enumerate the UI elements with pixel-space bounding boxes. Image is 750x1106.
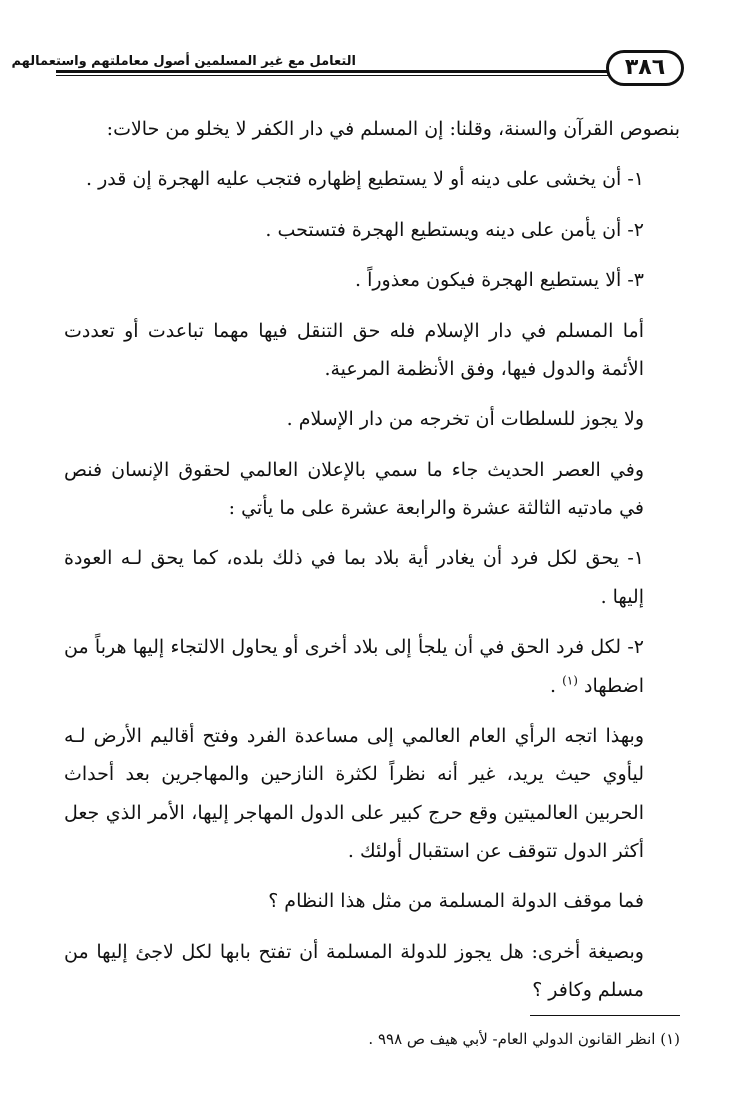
header-rule-thin (56, 75, 616, 76)
paragraph: ولا يجوز للسلطات أن تخرجه من دار الإسلام . (286, 408, 644, 431)
footnote-text: انظر القانون الدولي العام- لأبي هيف ص ٩٩٨ . (368, 1030, 656, 1048)
paragraph: فما موقف الدولة المسلمة من مثل هذا النظام ؟ (268, 890, 644, 913)
page-header (11, 48, 684, 88)
footnote-reference[interactable]: (١) (562, 673, 578, 688)
page-body (64, 110, 680, 1022)
paragraph: وفي العصر الحديث جاء ما سمي بالإعلان العالمي لحقوق الإنسان فنص في مادتيه الثالثة عشرة والرابعة عشرة على ما يأتي : (64, 458, 644, 519)
paragraph-text: ٢- لكل فرد الحق في أن يلجأ إلى بلاد أخرى أو يحاول الالتجاء إليها هرباً من اضطهاد (64, 636, 644, 697)
running-title: التعامل مع غير المسلمين أصول معاملتهم واستعمالهم (11, 54, 356, 69)
list-item: ١- أن يخشى على دينه أو لا يستطيع إظهاره فتجب عليه الهجرة إن قدر . (86, 168, 644, 191)
paragraph: أما المسلم في دار الإسلام فله حق التنقل فيها مهما تباعدت أو تعددت الأئمة والدول فيها، وفق الأنظمة المرعية. (64, 319, 644, 380)
paragraph-end: . (550, 674, 563, 697)
footnote-divider (530, 1015, 680, 1016)
list-item: ١- يحق لكل فرد أن يغادر أية بلاد بما في ذلك بلده، كما يحق لـه العودة إليها . (64, 547, 644, 608)
paragraph: وبصيغة أخرى: هل يجوز للدولة المسلمة أن تفتح بابها لكل لاجئ إليها من مسلم وكافر ؟ (64, 940, 644, 1002)
header-rule (56, 70, 616, 73)
page-number: ٣٨٦ (606, 50, 684, 86)
footnote-marker: (١) (660, 1030, 680, 1048)
list-item: ٣- ألا يستطيع الهجرة فيكون معذوراً . (355, 269, 644, 292)
list-item (64, 628, 680, 705)
paragraph: بنصوص القرآن والسنة، وقلنا: إن المسلم في دار الكفر لا يخلو من حالات: (106, 118, 680, 140)
footnote (80, 1028, 680, 1051)
paragraph: وبهذا اتجه الرأي العام العالمي إلى مساعدة الفرد وفتح أقاليم الأرض لـه ليأوي حيث يريد، غير أنه نظراً لكثرة النازحين والمهاجرين بعد أحداث الحربين العالميتين وقع حرج كبير على الدول المهاجر إليها، الأمر الذي جعل أكثر الدول تتوقف عن استقبال أولئك . (64, 724, 644, 862)
list-item: ٢- أن يأمن على دينه ويستطيع الهجرة فتستحب . (265, 218, 644, 241)
